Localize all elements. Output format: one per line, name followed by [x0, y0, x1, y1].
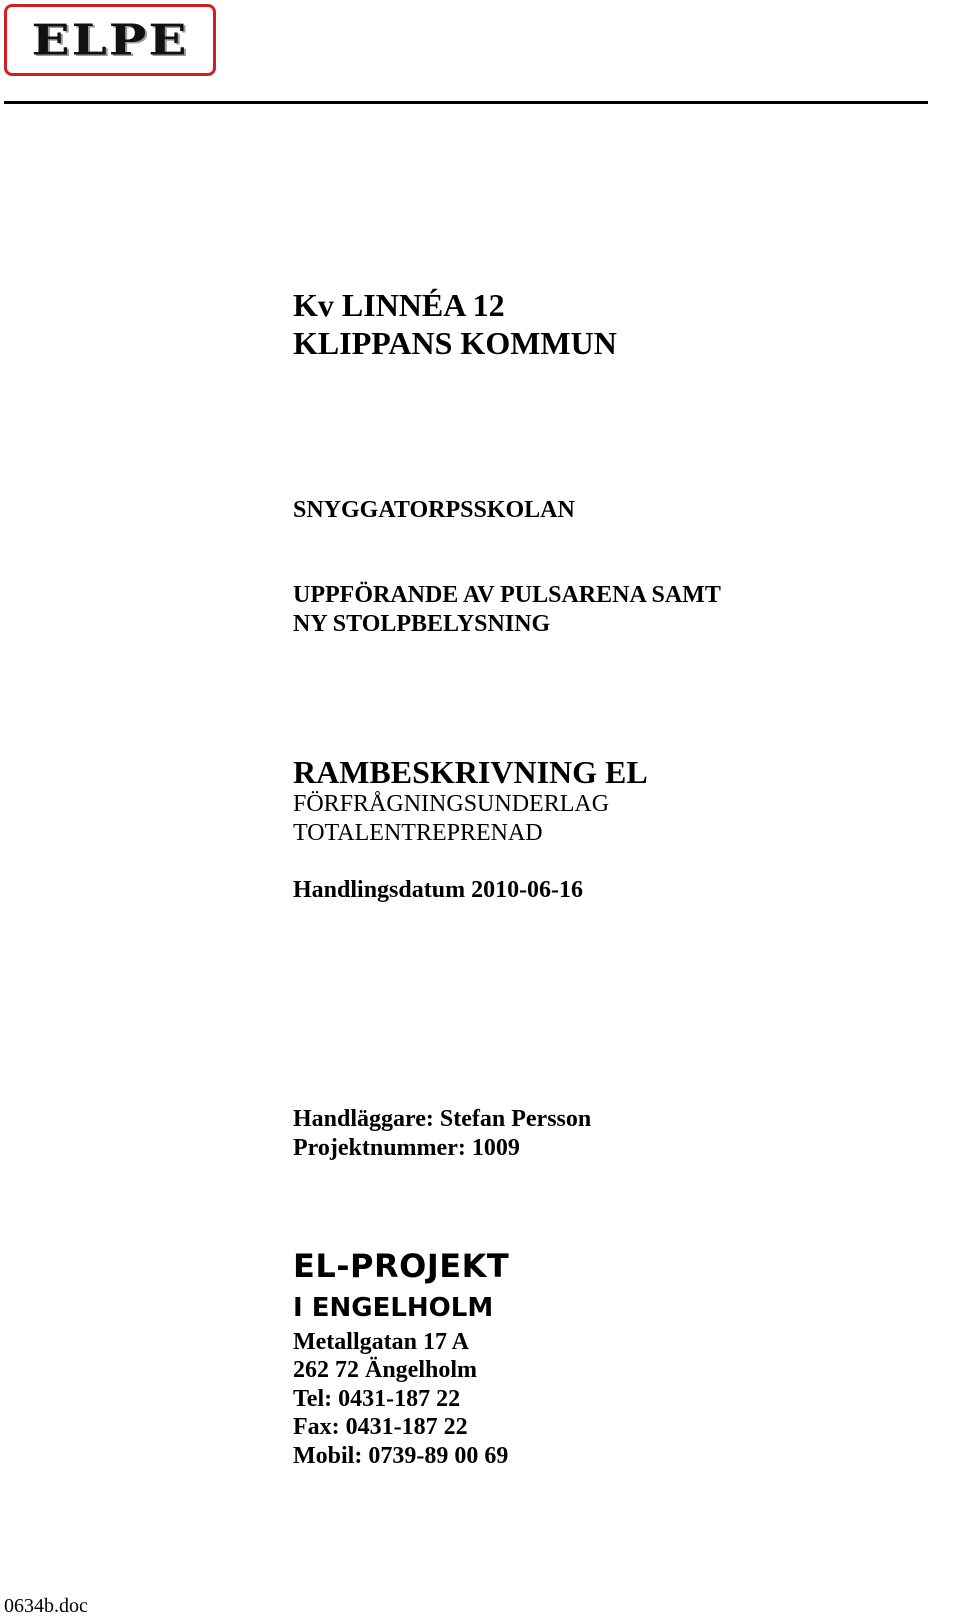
handler: Handläggare: Stefan Persson [293, 1106, 592, 1132]
work-description-line1: UPPFÖRANDE AV PULSARENA SAMT [293, 582, 721, 608]
work-description-line2: NY STOLPBELYSNING [293, 611, 551, 637]
company-fax: Fax: 0431-187 22 [293, 1414, 468, 1440]
company-name: EL-PROJEKT [293, 1247, 510, 1285]
project-title: Kv LINNÉA 12 [293, 287, 505, 323]
company-city: 262 72 Ängelholm [293, 1357, 478, 1383]
logo-text: ELPE [31, 14, 189, 65]
header-divider [4, 101, 928, 104]
municipality: KLIPPANS KOMMUN [293, 325, 617, 361]
company-tel: Tel: 0431-187 22 [293, 1386, 461, 1412]
company-mobile: Mobil: 0739-89 00 69 [293, 1443, 509, 1469]
document-subtitle-1: FÖRFRÅGNINGSUNDERLAG [293, 791, 610, 817]
document-date: Handlingsdatum 2010-06-16 [293, 877, 584, 903]
company-street: Metallgatan 17 A [293, 1329, 469, 1355]
project-number: Projektnummer: 1009 [293, 1135, 520, 1161]
footer-filename: 0634b.doc [4, 1595, 88, 1617]
elpe-logo [4, 4, 216, 76]
company-location: I ENGELHOLM [293, 1293, 494, 1323]
document-subtitle-2: TOTALENTREPRENAD [293, 820, 543, 846]
document-type: RAMBESKRIVNING EL [293, 754, 648, 790]
school-name: SNYGGATORPSSKOLAN [293, 497, 575, 523]
